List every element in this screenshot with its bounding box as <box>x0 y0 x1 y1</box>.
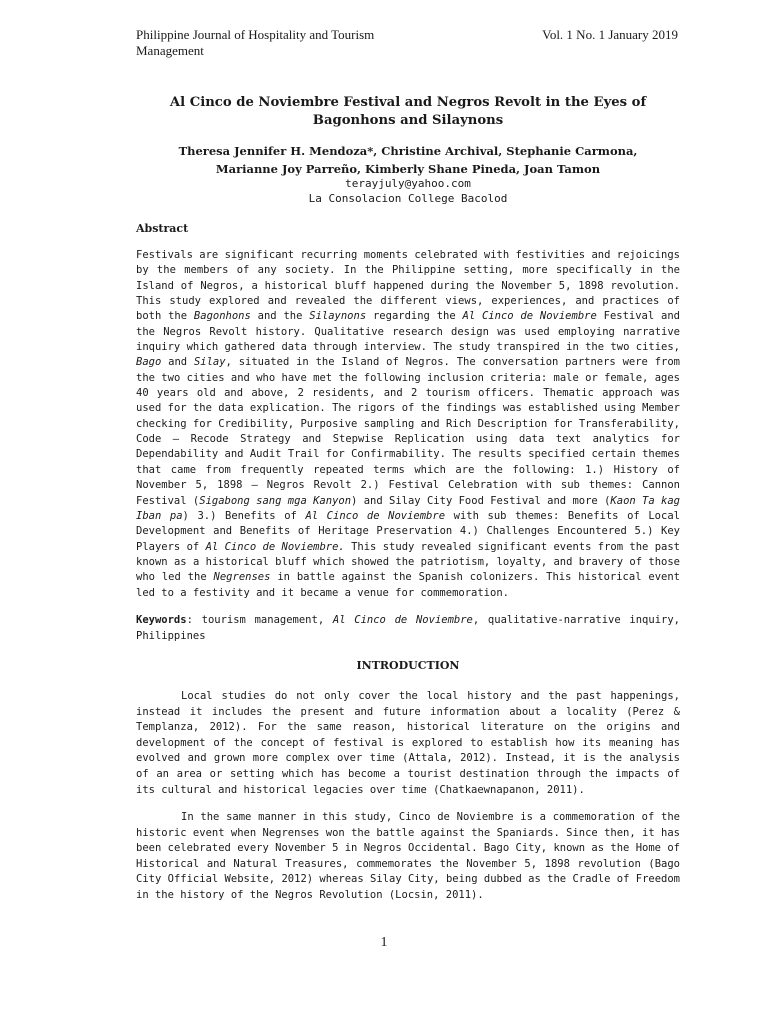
italic-term: Kaon Ta kag Iban pa <box>136 494 681 522</box>
italic-term: Al Cinco de Noviembre <box>462 310 597 323</box>
introduction-heading: INTRODUCTION <box>356 659 460 672</box>
journal-name: Philippine Journal of Hospitality and Tourism Management <box>136 27 375 58</box>
italic-term: Silaynons <box>309 310 367 323</box>
affiliation: La Consolacion College Bacolod <box>308 192 508 205</box>
abstract-body: Festivals are significant recurring moments celebrated with festivities and rejoicings by the members of any society. In the Philippine setting, more specifically in the Island of Negros, a historical bluff happened during the November 5, 1898 revolution. This study explored and revealed the different views, experiences, and practices of both the Bagonhons and the Silaynons regarding the Al Cinco de Noviembre Festival and the Negros Revolt history. Qualitative research design was used employing narrative inquiry which gathered data through interview. The study transpired in the two cities, Bago and Silay, situated in the Island of Negros. The conversation partners were from the two cities and who have met the following inclusion criteria: male or female, ages 40 years old and above, 2 residents, and 2 tourism officers. Thematic approach was used for the data explication. The rigors of the findings was established using Member checking for Credibility, Purposive sampling and Rich Description for Transferability, Code – Recode Strategy and Stepwise Replication using data text analytics for Dependability and Audit Trail for Confirmability. The results specified certain themes that came from frequently repeated terms which are the following: 1.) History of November 5, 1898 – Negros Revolt 2.) Festival Celebration with sub themes: Cannon Festival (Sigabong sang mga Kanyon) and Silay City Food Festival and more (Kaon Ta kag Iban pa) 3.) Benefits of Al Cinco de Noviembre with sub themes: Benefits of Local Development and Benefits of Heritage Preservation 4.) Challenges Encountered 5.) Key Players of Al Cinco de Noviembre. This study revealed significant events from the past known as a historical bluff which showed the patriotism, loyalty, and bravery of those who led the Negrenses in battle against the Spanish colonizers. This historical event led to a festivity and it became a venue for commemoration. <box>136 249 681 599</box>
issue-info: Vol. 1 No. 1 January 2019 <box>542 27 678 42</box>
italic-term: Sigabong sang mga Kanyon <box>199 494 352 507</box>
keywords <box>136 613 680 644</box>
contact-block <box>136 176 680 206</box>
italic-term: Al Cinco de Noviembre. <box>205 540 345 553</box>
author-list <box>136 143 680 178</box>
page-number: 1 <box>380 935 388 950</box>
keywords-label: Keywords <box>136 614 187 626</box>
author-line-1: Theresa Jennifer H. Mendoza*, Christine Archival, Stephanie Carmona, <box>178 144 638 158</box>
paper-title: Al Cinco de Noviembre Festival and Negros Revolt in the Eyes of Bagonhons and Silaynons <box>169 95 647 128</box>
intro-paragraph-2: In the same manner in this study, Cinco de Noviembre is a commemoration of the historic event when Negrenses won the battle against the Spaniards. Since then, it has been celebrated every November 5 in Negros Occidental. Bago City, known as the Home of Historical and Natural Treasures, commemorates the November 5, 1898 revolution (Bago City Official Website, 2012) whereas Silay City, being dubbed as the Cradle of Freedom in the history of the Negros Revolution (Locsin, 2011). <box>136 811 680 901</box>
italic-term: Negrenses <box>213 571 271 584</box>
intro-paragraph-1: Local studies do not only cover the local history and the past happenings, instead it includes the present and future information about a locality (Perez & Templanza, 2012). For the same reason, historical literature on the origins and development of the concept of festival is explored to establish how its meaning has evolved and grown more complex over time (Attala, 2012). Instead, it is the analysis of an area or setting which has become a tourist destination through the impacts of its cultural and historical legacies over time (Chatkaewnapanon, 2011). <box>136 690 680 796</box>
keywords-text: : tourism management, Al Cinco de Noviembre, qualitative-narrative inquiry, Philippines <box>136 614 680 642</box>
italic-term: Al Cinco de Noviembre <box>332 614 473 626</box>
author-email: terayjuly@yahoo.com <box>345 177 471 190</box>
abstract-heading: Abstract <box>136 222 189 235</box>
author-line-2: Marianne Joy Parreño, Kimberly Shane Pineda, Joan Tamon <box>215 161 601 176</box>
italic-term: Silay <box>193 356 226 369</box>
italic-term: Bago <box>136 356 162 369</box>
italic-term: Al Cinco de Noviembre <box>305 509 446 522</box>
italic-term: Bagonhons <box>193 310 251 323</box>
